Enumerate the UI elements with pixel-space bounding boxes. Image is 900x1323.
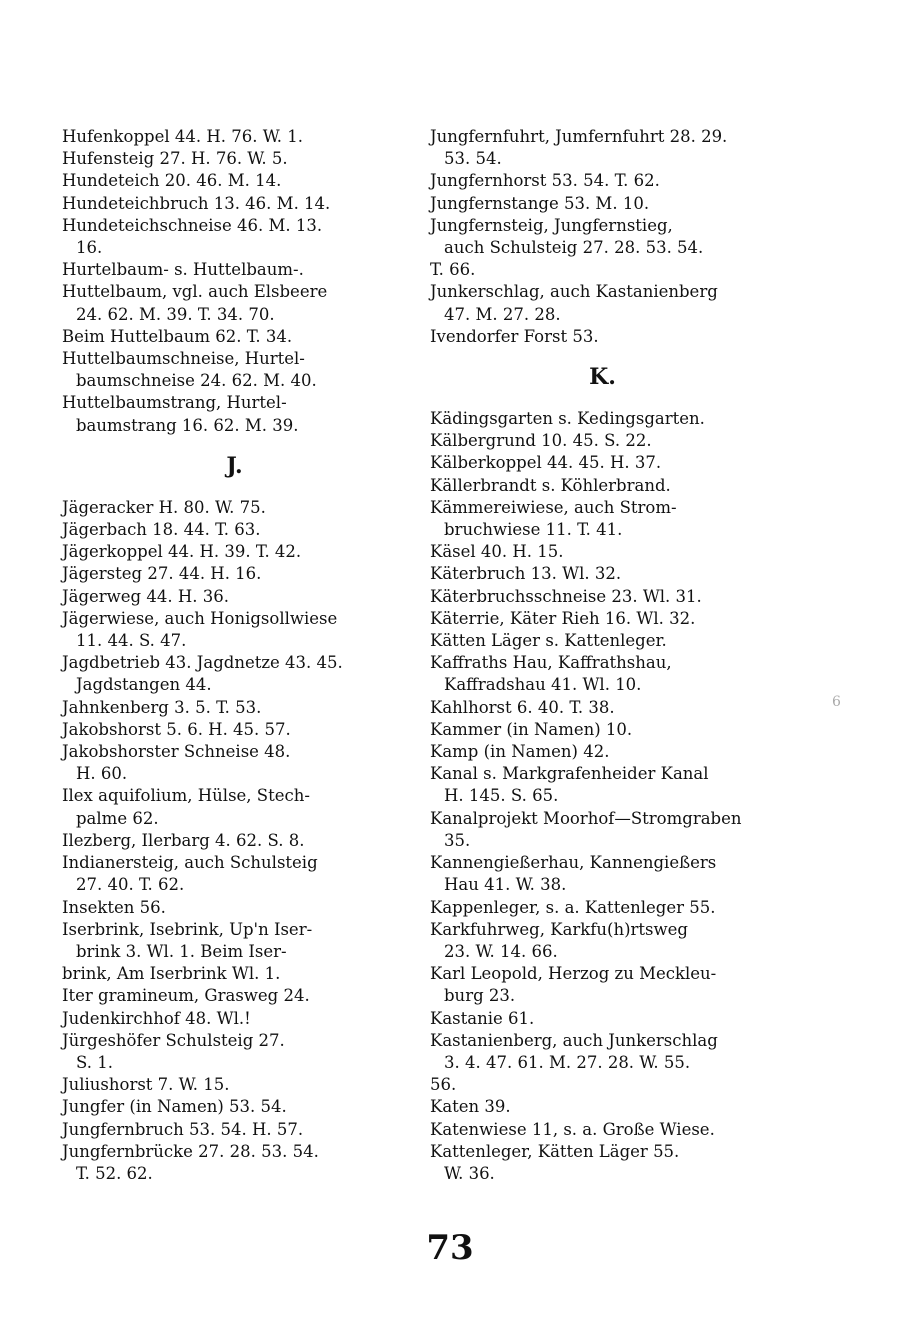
index-entry xyxy=(430,919,775,963)
index-entry-continuation: W. 36. xyxy=(444,1163,495,1183)
index-entry-text: Indianersteig, auch Schulsteig xyxy=(62,853,318,873)
index-entry xyxy=(430,1030,775,1074)
index-entry-text: T. 66. xyxy=(430,260,476,280)
index-entry xyxy=(62,697,407,719)
index-entry-text: Kaffraths Hau, Kaffrathshau, xyxy=(430,653,672,673)
index-entry-text: Kanalprojekt Moorhof—Stromgraben xyxy=(430,808,742,828)
index-entry-continuation: 16. xyxy=(76,238,103,258)
index-entry-text: Jungfernfuhrt, Jumfernfuhrt 28. 29. xyxy=(430,127,728,146)
index-entry-text: Kattenleger, Kätten Läger 55. xyxy=(430,1141,680,1161)
index-entry-text: Insekten 56. xyxy=(62,897,166,917)
index-entry-text: Käsel 40. H. 15. xyxy=(430,542,564,562)
index-entry-text: Ilezberg, Ilerbarg 4. 62. S. 8. xyxy=(62,830,305,850)
index-entry xyxy=(62,281,407,325)
index-entry xyxy=(430,1074,775,1096)
index-entry-continuation: bruchwiese 11. T. 41. xyxy=(444,520,623,540)
index-entry-text: Käterbruchsschneise 23. Wl. 31. xyxy=(430,586,702,606)
index-entry xyxy=(62,215,407,259)
index-entry-text: Jungfer (in Namen) 53. 54. xyxy=(62,1097,287,1117)
index-entry-text: Iter gramineum, Grasweg 24. xyxy=(62,986,310,1006)
index-entry-continuation: auch Schulsteig 27. 28. 53. 54. xyxy=(444,238,704,258)
index-entry-text: Kammer (in Namen) 10. xyxy=(430,719,633,739)
index-entry xyxy=(430,697,775,719)
index-entry-text: Jakobshorster Schneise 48. xyxy=(62,742,291,762)
index-entry-continuation: 23. W. 14. 66. xyxy=(444,941,558,961)
index-entry xyxy=(430,1008,775,1030)
index-entry-text: Kannengießerhau, Kannengießers xyxy=(430,853,717,873)
index-entry-continuation: 35. xyxy=(444,830,471,850)
index-entry xyxy=(62,126,407,148)
margin-mark: 6 xyxy=(832,694,841,710)
index-entry xyxy=(62,652,407,696)
index-entry xyxy=(62,963,407,985)
index-entry xyxy=(430,126,775,170)
index-entry-continuation: 24. 62. M. 39. T. 34. 70. xyxy=(76,304,275,324)
index-entry xyxy=(430,170,775,192)
index-entry xyxy=(62,563,407,585)
left-column xyxy=(62,126,407,1185)
index-entry xyxy=(62,830,407,852)
page-number: 73 xyxy=(426,1228,474,1268)
index-entry-text: Jägerwiese, auch Honigsollwiese xyxy=(62,608,338,628)
index-entry-continuation: H. 60. xyxy=(76,764,128,784)
section-heading-j: J. xyxy=(226,452,243,479)
index-entry xyxy=(430,852,775,896)
index-entry-text: Karl Leopold, Herzog zu Meckleu- xyxy=(430,964,717,984)
index-entry xyxy=(430,563,775,585)
index-entry xyxy=(430,808,775,852)
index-entry-text: Hundeteich 20. 46. M. 14. xyxy=(62,171,282,191)
index-entry-text: Katenwiese 11, s. a. Große Wiese. xyxy=(430,1119,715,1139)
index-entry-text: Käterrie, Käter Rieh 16. Wl. 32. xyxy=(430,608,696,628)
index-entry-continuation: 47. M. 27. 28. xyxy=(444,304,561,324)
index-entry-text: Hundeteichbruch 13. 46. M. 14. xyxy=(62,193,331,213)
index-entry-text: Judenkirchhof 48. Wl.! xyxy=(62,1008,251,1028)
index-entry xyxy=(430,215,775,259)
index-entry-text: Huttelbaum, vgl. auch Elsbeere xyxy=(62,282,328,302)
index-entry xyxy=(62,326,407,348)
index-entry-text: Junkerschlag, auch Kastanienberg xyxy=(430,282,718,302)
index-entry-continuation: Jagdstangen 44. xyxy=(76,675,212,695)
index-entry-text: Jakobshorst 5. 6. H. 45. 57. xyxy=(62,719,291,739)
index-entry-text: Kämmereiwiese, auch Strom- xyxy=(430,497,677,517)
index-entry-text: Kappenleger, s. a. Kattenleger 55. xyxy=(430,897,716,917)
index-entry-text: Jägersteg 27. 44. H. 16. xyxy=(62,564,262,584)
index-entry xyxy=(430,719,775,741)
index-entry xyxy=(62,1074,407,1096)
index-entry-text: Jahnkenberg 3. 5. T. 53. xyxy=(62,697,262,717)
index-entry-continuation: Hau 41. W. 38. xyxy=(444,875,567,895)
index-entry xyxy=(430,1141,775,1185)
index-entry-continuation: 11. 44. S. 47. xyxy=(76,631,187,651)
index-entry-text: Jungfernstange 53. M. 10. xyxy=(430,193,650,213)
index-entry xyxy=(430,586,775,608)
index-entry xyxy=(62,193,407,215)
index-entry xyxy=(430,652,775,696)
index-list-k xyxy=(430,408,775,1185)
index-entry xyxy=(62,897,407,919)
index-entry-text: Jungfernsteig, Jungfernstieg, xyxy=(430,215,673,235)
index-entry-text: Jagdbetrieb 43. Jagdnetze 43. 45. xyxy=(62,653,343,673)
index-entry-text: Ivendorfer Forst 53. xyxy=(430,326,599,346)
index-entry-text: Juliushorst 7. W. 15. xyxy=(62,1075,230,1095)
index-entry xyxy=(62,497,407,519)
index-entry xyxy=(430,1096,775,1118)
index-entry xyxy=(430,897,775,919)
index-entry-continuation: 27. 40. T. 62. xyxy=(76,875,185,895)
index-entry xyxy=(62,1008,407,1030)
index-entry xyxy=(430,541,775,563)
index-entry-text: Hufenkoppel 44. H. 76. W. 1. xyxy=(62,127,304,146)
index-entry xyxy=(62,741,407,785)
index-entry-text: Jungfernhorst 53. 54. T. 62. xyxy=(430,171,660,191)
index-entry-text: Käterbruch 13. Wl. 32. xyxy=(430,564,622,584)
index-entry-continuation: palme 62. xyxy=(76,808,159,828)
index-entry xyxy=(430,281,775,325)
index-entry xyxy=(430,408,775,430)
index-entry-text: Jägerweg 44. H. 36. xyxy=(62,586,229,606)
right-column xyxy=(430,126,775,1185)
index-entry-text: Huttelbaumstrang, Hurtel- xyxy=(62,393,287,413)
index-entry xyxy=(62,586,407,608)
index-entry xyxy=(430,452,775,474)
index-entry-continuation: S. 1. xyxy=(76,1052,113,1072)
index-entry-continuation: baumstrang 16. 62. M. 39. xyxy=(76,415,299,435)
index-entry xyxy=(62,919,407,963)
index-entry xyxy=(430,630,775,652)
index-entry-continuation: 3. 4. 47. 61. M. 27. 28. W. 55. xyxy=(444,1052,691,1072)
index-entry-text: Kädingsgarten s. Kedingsgarten. xyxy=(430,409,705,429)
index-entry-text: Kastanienberg, auch Junkerschlag xyxy=(430,1030,718,1050)
index-entry-text: Hundeteichschneise 46. M. 13. xyxy=(62,215,323,235)
index-entry-text: Ilex aquifolium, Hülse, Stech- xyxy=(62,786,310,806)
index-entry-text: Huttelbaumschneise, Hurtel- xyxy=(62,349,305,369)
index-entry-text: Karkfuhrweg, Karkfu(h)rtsweg xyxy=(430,919,688,939)
index-entry-continuation: brink 3. Wl. 1. Beim Iser- xyxy=(76,941,287,961)
index-entry xyxy=(430,763,775,807)
index-entry xyxy=(430,608,775,630)
index-entry-text: Iserbrink, Isebrink, Up'n Iser- xyxy=(62,919,313,939)
index-entry-text: brink, Am Iserbrink Wl. 1. xyxy=(62,964,281,984)
index-entry xyxy=(430,741,775,763)
section-heading-k: K. xyxy=(589,364,616,391)
index-entry-text: Jägerkoppel 44. H. 39. T. 42. xyxy=(62,542,302,562)
index-entry xyxy=(62,719,407,741)
index-entry-text: Katen 39. xyxy=(430,1097,511,1117)
index-entry-text: Jungfernbruch 53. 54. H. 57. xyxy=(62,1119,304,1139)
index-entry-text: Kälberkoppel 44. 45. H. 37. xyxy=(430,453,662,473)
index-entry xyxy=(430,1119,775,1141)
index-entry-text: Källerbrandt s. Köhlerbrand. xyxy=(430,475,671,495)
index-entry-text: Kastanie 61. xyxy=(430,1008,535,1028)
index-entry-text: Jürgeshöfer Schulsteig 27. xyxy=(62,1030,285,1050)
index-entry xyxy=(62,148,407,170)
index-entry xyxy=(62,259,407,281)
index-entry-text: Kamp (in Namen) 42. xyxy=(430,742,610,762)
index-entry-text: Beim Huttelbaum 62. T. 34. xyxy=(62,326,293,346)
index-entry xyxy=(430,963,775,1007)
index-entry xyxy=(62,170,407,192)
index-entry xyxy=(62,348,407,392)
index-entry-text: Jägeracker H. 80. W. 75. xyxy=(62,497,266,517)
index-entry-text: Jägerbach 18. 44. T. 63. xyxy=(62,520,261,540)
index-entry xyxy=(430,475,775,497)
index-entry xyxy=(62,1119,407,1141)
index-list-j-continued xyxy=(430,126,775,348)
index-entry xyxy=(62,1096,407,1118)
index-entry xyxy=(430,193,775,215)
index-entry xyxy=(62,608,407,652)
index-entry-continuation: burg 23. xyxy=(444,986,516,1006)
index-entry-text: Hufensteig 27. H. 76. W. 5. xyxy=(62,149,288,169)
index-entry xyxy=(62,519,407,541)
index-entry-text: Kälbergrund 10. 45. S. 22. xyxy=(430,431,652,451)
index-entry xyxy=(62,1030,407,1074)
index-entry xyxy=(62,392,407,436)
index-entry-text: Jungfernbrücke 27. 28. 53. 54. xyxy=(62,1141,319,1161)
index-entry xyxy=(62,785,407,829)
index-entry-text: Hurtelbaum- s. Huttelbaum-. xyxy=(62,260,304,280)
index-entry-continuation: Kaffradshau 41. Wl. 10. xyxy=(444,675,642,695)
index-entry-continuation: 53. 54. xyxy=(444,149,502,169)
index-entry xyxy=(430,497,775,541)
index-entry xyxy=(430,326,775,348)
index-entry xyxy=(62,1141,407,1185)
index-entry-text: Kanal s. Markgrafenheider Kanal xyxy=(430,764,709,784)
index-entry-continuation: H. 145. S. 65. xyxy=(444,786,559,806)
index-list-j xyxy=(62,497,407,1185)
index-list-h xyxy=(62,126,407,437)
index-entry xyxy=(62,985,407,1007)
index-entry-continuation: T. 52. 62. xyxy=(76,1163,153,1183)
index-entry xyxy=(430,259,775,281)
index-entry-text: 56. xyxy=(430,1075,457,1095)
index-entry-continuation: baumschneise 24. 62. M. 40. xyxy=(76,371,317,391)
index-entry xyxy=(62,541,407,563)
index-entry-text: Kätten Läger s. Kattenleger. xyxy=(430,631,667,651)
index-entry-text: Kahlhorst 6. 40. T. 38. xyxy=(430,697,615,717)
index-entry xyxy=(430,430,775,452)
index-entry xyxy=(62,852,407,896)
